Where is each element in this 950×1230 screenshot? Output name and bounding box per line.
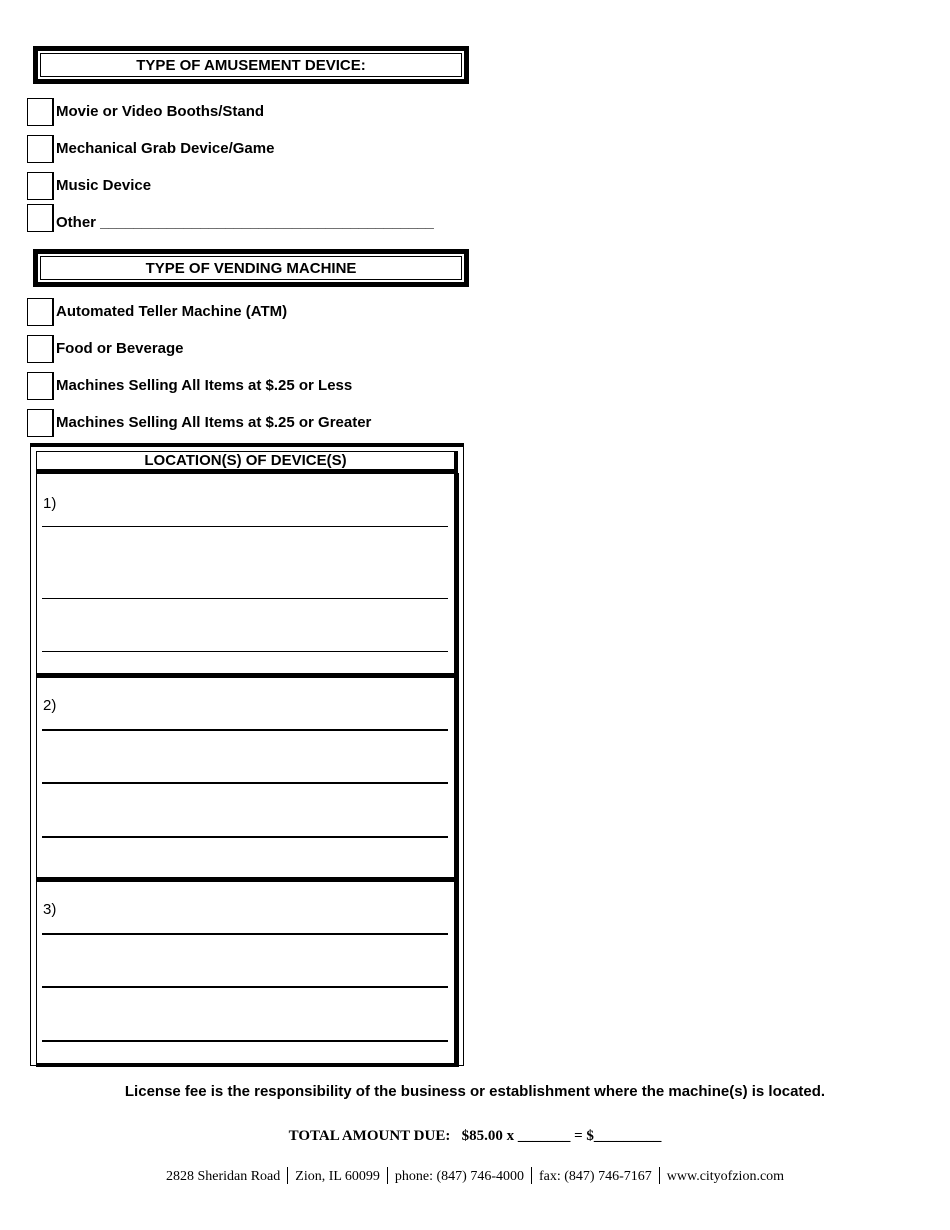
footer bbox=[0, 1167, 950, 1185]
checkbox[interactable] bbox=[27, 335, 54, 363]
checkbox-label: Machines Selling All Items at $.25 or Less bbox=[56, 377, 353, 394]
footer-address: 2828 Sheridan Road bbox=[165, 1169, 281, 1184]
footer-city: Zion, IL 60099 bbox=[295, 1169, 380, 1184]
location-line[interactable] bbox=[42, 986, 448, 988]
vending-machine-header-label: TYPE OF VENDING MACHINE bbox=[40, 256, 462, 280]
location-line[interactable] bbox=[42, 1040, 448, 1042]
checkbox[interactable] bbox=[27, 172, 54, 200]
checkbox-label: Machines Selling All Items at $.25 or Greater bbox=[56, 414, 372, 431]
total-amount-due: TOTAL AMOUNT DUE: $85.00 x _______ = $_________ bbox=[288, 1128, 662, 1144]
location-line[interactable] bbox=[42, 836, 448, 838]
checkbox[interactable] bbox=[27, 204, 54, 232]
checkbox[interactable] bbox=[27, 298, 54, 326]
location-line[interactable] bbox=[42, 782, 448, 784]
location-number: 1) bbox=[43, 495, 57, 512]
checkbox-label: Food or Beverage bbox=[56, 340, 184, 357]
location-line[interactable] bbox=[42, 526, 448, 527]
checkbox-label: Movie or Video Booths/Stand bbox=[56, 103, 265, 120]
divider bbox=[287, 1167, 288, 1184]
locations-box bbox=[30, 443, 464, 1066]
checkbox[interactable] bbox=[27, 135, 54, 163]
divider bbox=[531, 1167, 532, 1184]
checkbox-label: Automated Teller Machine (ATM) bbox=[56, 303, 288, 320]
location-section-3 bbox=[36, 881, 459, 1067]
checkbox[interactable] bbox=[27, 98, 54, 126]
location-number: 2) bbox=[43, 697, 57, 714]
location-section-1 bbox=[36, 473, 459, 677]
location-section-2 bbox=[36, 677, 459, 881]
location-line[interactable] bbox=[42, 729, 448, 731]
divider bbox=[659, 1167, 660, 1184]
checkbox-label: Other ________________________________________ bbox=[56, 214, 434, 231]
location-line[interactable] bbox=[42, 933, 448, 935]
amusement-device-header-label: TYPE OF AMUSEMENT DEVICE: bbox=[40, 53, 462, 77]
divider bbox=[387, 1167, 388, 1184]
checkbox-label: Mechanical Grab Device/Game bbox=[56, 140, 275, 157]
checkbox[interactable] bbox=[27, 372, 54, 400]
locations-header: LOCATION(S) OF DEVICE(S) bbox=[36, 451, 458, 473]
footer-website[interactable]: www.cityofzion.com bbox=[666, 1169, 785, 1184]
amusement-device-header bbox=[33, 46, 469, 84]
license-fee-note: License fee is the responsibility of the business or establishment where the machine(s) is located. bbox=[124, 1083, 826, 1100]
vending-machine-header bbox=[33, 249, 469, 287]
footer-fax: fax: (847) 746-7167 bbox=[539, 1169, 652, 1184]
location-line[interactable] bbox=[42, 651, 448, 652]
location-number: 3) bbox=[43, 901, 57, 918]
footer-phone: phone: (847) 746-4000 bbox=[394, 1169, 524, 1184]
checkbox-label: Music Device bbox=[56, 177, 152, 194]
checkbox[interactable] bbox=[27, 409, 54, 437]
location-line[interactable] bbox=[42, 598, 448, 599]
